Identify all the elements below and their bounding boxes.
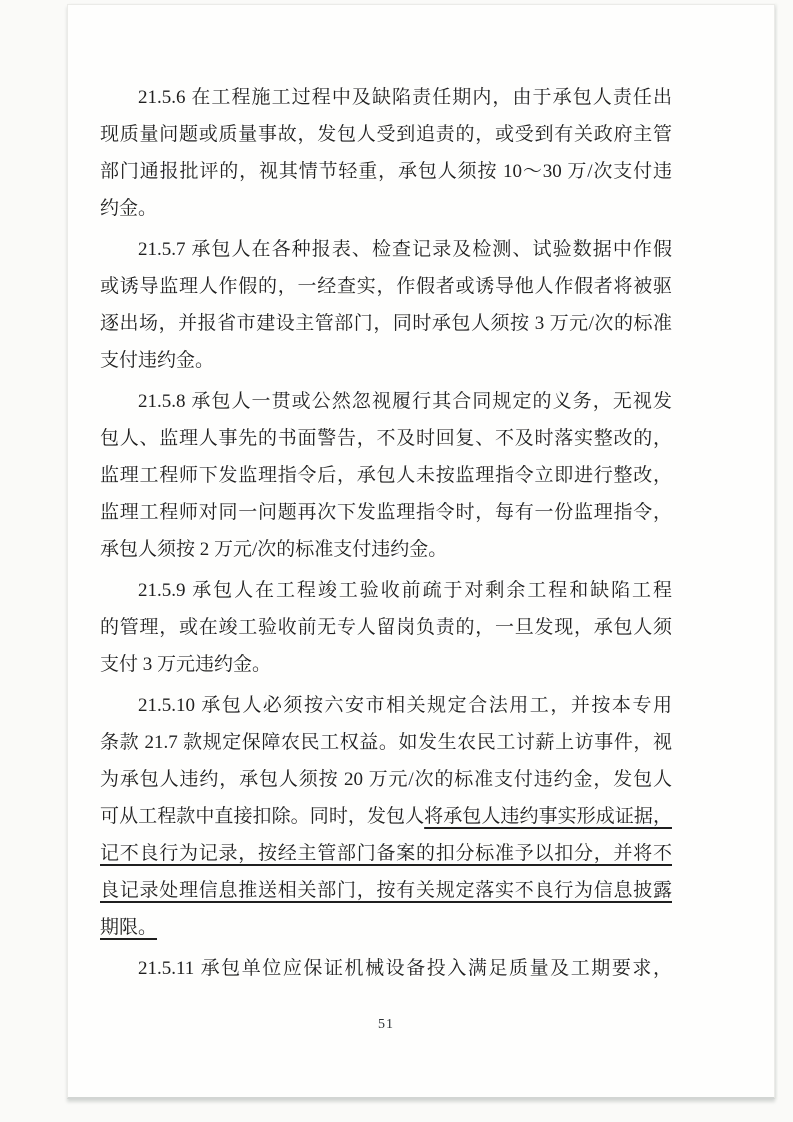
text-line xyxy=(100,231,672,268)
text-line xyxy=(100,687,672,724)
text-line xyxy=(100,190,672,227)
text-segment: 21.5.8 承包人一贯或公然忽视履行其合同规定的义务，无视发 xyxy=(138,391,672,412)
text-line xyxy=(100,383,672,420)
text-line xyxy=(100,761,672,798)
document-page xyxy=(67,4,775,1099)
text-segment: 监理工程师对同一问题再次下发监理指令时，每有一份监理指令， xyxy=(100,502,672,523)
underlined-text: 期限。 xyxy=(100,917,158,938)
paragraph-21.5.6 xyxy=(100,79,672,227)
text-line xyxy=(100,268,672,305)
text-segment: 21.5.6 在工程施工过程中及缺陷责任期内，由于承包人责任出 xyxy=(138,87,672,108)
text-line xyxy=(100,116,672,153)
underlined-text: 良记录处理信息推送相关部门，按有关规定落实不良行为信息披露 xyxy=(100,880,672,901)
document-body xyxy=(100,79,672,987)
text-line xyxy=(100,420,672,457)
text-segment: 现质量问题或质量事故，发包人受到追责的，或受到有关政府主管 xyxy=(100,124,672,145)
text-line xyxy=(100,494,672,531)
text-line xyxy=(100,305,672,342)
text-line xyxy=(100,724,672,761)
text-line xyxy=(100,572,672,609)
text-line xyxy=(100,79,672,116)
text-segment: 为承包人违约，承包人须按 20 万元/次的标准支付违约金，发包人 xyxy=(100,769,672,790)
text-segment: 21.5.11 承包单位应保证机械设备投入满足质量及工期要求， xyxy=(138,958,672,979)
text-line xyxy=(100,609,672,646)
text-segment: 的管理，或在竣工验收前无专人留岗负责的，一旦发现，承包人须 xyxy=(100,617,672,638)
page-number: 51 xyxy=(378,1017,394,1032)
text-line xyxy=(100,457,672,494)
text-segment: 支付 3 万元违约金。 xyxy=(100,654,272,675)
text-segment: 21.5.7 承包人在各种报表、检查记录及检测、试验数据中作假 xyxy=(138,239,672,260)
text-segment: 21.5.10 承包人必须按六安市相关规定合法用工，并按本专用 xyxy=(138,695,672,716)
text-line xyxy=(100,950,672,987)
text-segment: 监理工程师下发监理指令后，承包人未按监理指令立即进行整改， xyxy=(100,465,672,486)
text-segment: 21.5.9 承包人在工程竣工验收前疏于对剩余工程和缺陷工程 xyxy=(138,580,672,601)
underlined-text: 记不良行为记录，按经主管部门备案的扣分标准予以扣分，并将不 xyxy=(100,843,672,864)
paragraph-21.5.10 xyxy=(100,687,672,946)
text-segment: 或诱导监理人作假的，一经查实，作假者或诱导他人作假者将被驱 xyxy=(100,276,672,297)
paragraph-21.5.8 xyxy=(100,383,672,568)
text-segment: 承包人须按 2 万元/次的标准支付违约金。 xyxy=(100,539,448,560)
underlined-text: 将承包人违约事实形成证据， xyxy=(424,806,672,827)
text-segment: 可从工程款中直接扣除。同时，发包人 xyxy=(100,806,425,827)
text-segment: 部门通报批评的，视其情节轻重，承包人须按 10～30 万/次支付违 xyxy=(100,161,672,182)
text-line xyxy=(100,909,672,946)
text-segment: 逐出场，并报省市建设主管部门，同时承包人须按 3 万元/次的标准 xyxy=(100,313,672,334)
text-segment: 条款 21.7 款规定保障农民工权益。如发生农民工讨薪上访事件，视 xyxy=(100,732,672,753)
text-line xyxy=(100,531,672,568)
text-line xyxy=(100,872,672,909)
text-segment: 包人、监理人事先的书面警告，不及时回复、不及时落实整改的， xyxy=(100,428,672,449)
paragraph-21.5.9 xyxy=(100,572,672,683)
text-line xyxy=(100,342,672,379)
text-line xyxy=(100,798,672,835)
text-line xyxy=(100,646,672,683)
text-line xyxy=(100,153,672,190)
text-line xyxy=(100,835,672,872)
paragraph-21.5.11 xyxy=(100,950,672,987)
text-segment: 支付违约金。 xyxy=(100,350,215,371)
text-segment: 约金。 xyxy=(100,198,158,219)
paragraph-21.5.7 xyxy=(100,231,672,379)
